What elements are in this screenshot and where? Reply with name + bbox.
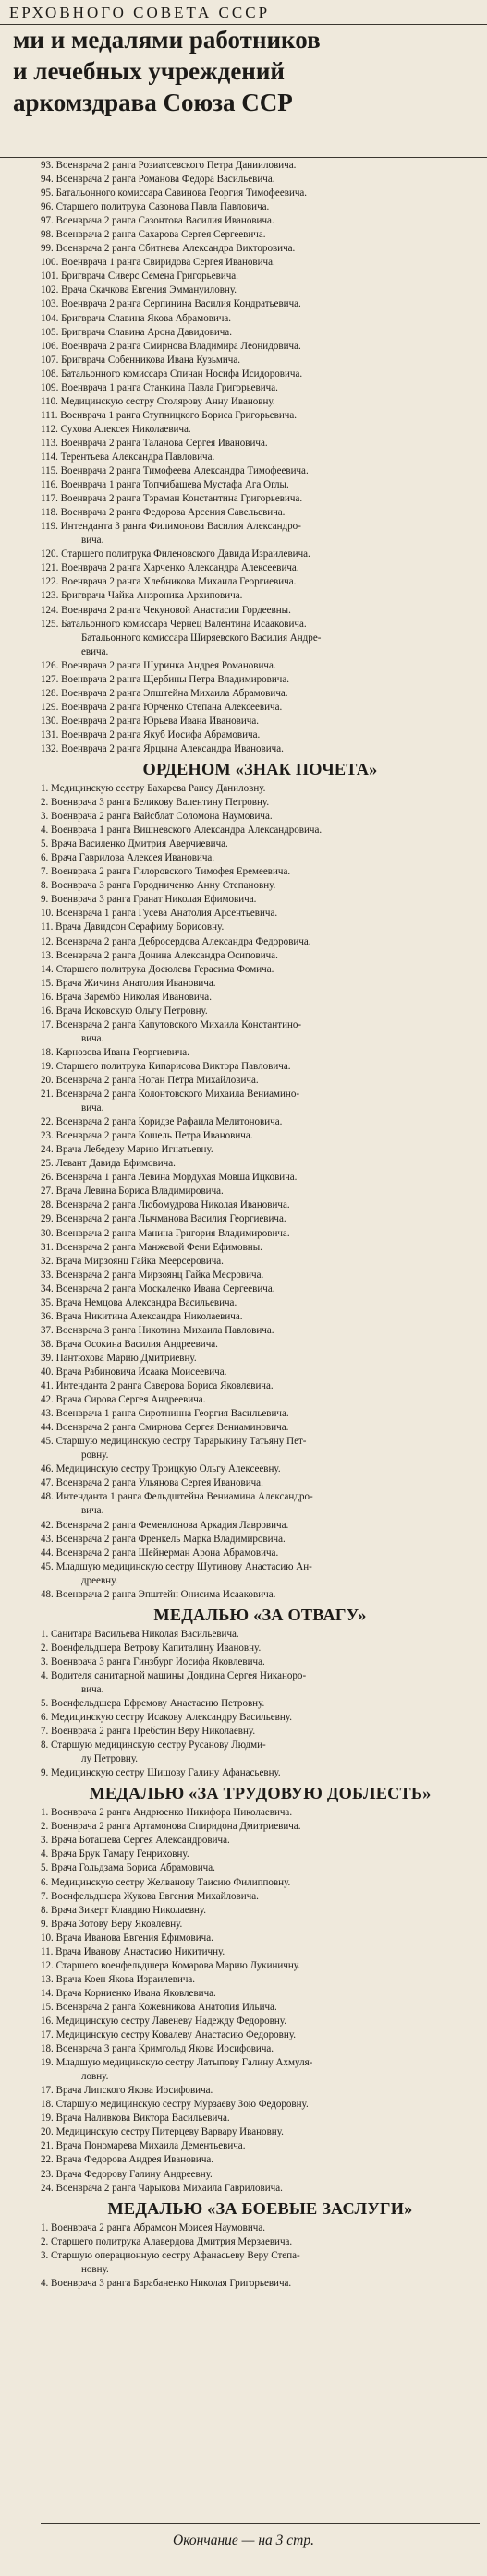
award-entry: 23. Военврача 2 ранга Кошель Петра Ивановича. <box>41 1130 253 1142</box>
award-entry: 118. Военврача 2 ранга Федорова Арсения Савельевича. <box>41 507 286 519</box>
award-entry-continuation: вича. <box>81 1032 104 1044</box>
award-section-heading: МЕДАЛЬЮ «ЗА БОЕВЫЕ ЗАСЛУГИ» <box>107 2198 413 2218</box>
award-entry: 111. Военврача 1 ранга Ступницкого Бориса Григорьевича. <box>41 409 298 421</box>
award-entry: 95. Батальонного комиссара Савинова Георгия Тимофеевича. <box>41 187 308 199</box>
award-entry: 43. Военврача 1 ранга Сиротнинна Георгия Васильевича. <box>41 1408 289 1420</box>
award-entry: 27. Врача Левина Бориса Владимировича. <box>41 1186 224 1198</box>
award-entry: 8. Военврача 3 ранга Городниченко Анну Степановну. <box>41 880 276 892</box>
award-entry: 19. Старшего политрука Кипарисова Виктора Павловича. <box>41 1060 291 1072</box>
award-entry: 9. Военврача 3 ранга Гранат Николая Ефимовича. <box>41 894 257 906</box>
award-entry: 4. Водителя санитарной машины Дондина Сергея Никанорo- <box>41 1669 307 1681</box>
award-entry: 3. Старшую операционную сестру Афанасьеву Веру Степа- <box>41 2249 300 2261</box>
award-entry: 24. Военврача 2 ранга Чарыкова Михаила Гавриловича. <box>41 2182 283 2194</box>
award-entry-continuation: дреевну. <box>81 1574 118 1586</box>
award-entry: 1. Военврача 2 ранга Абрамсон Моисея Наумовича. <box>41 2221 266 2233</box>
award-entry: 17. Медицинскую сестру Ковалеву Анастасию Федоровну. <box>41 2029 296 2041</box>
award-entry-continuation: лу Петровну. <box>81 1753 138 1765</box>
award-entry: 4. Врача Брук Тамару Генриховну. <box>41 1848 189 1860</box>
award-entry-continuation: вича. <box>81 1102 104 1114</box>
award-entry: 3. Врача Боташева Сергея Александровича. <box>41 1835 230 1847</box>
award-entry-continuation: новну. <box>81 2263 109 2275</box>
masthead-line-2: ми и медалями работников <box>13 26 321 54</box>
award-entry: 41. Интенданта 2 ранга Саверова Бориса Яковлевича. <box>41 1380 274 1392</box>
masthead-line-1: ЕРХОВНОГО СОВЕТА СССР <box>9 4 271 21</box>
award-entry: 113. Военврача 2 ранга Таланова Сергея Ивановича. <box>41 437 268 449</box>
award-entry: 94. Военврача 2 ранга Романова Федора Васильевича. <box>41 174 275 186</box>
award-entry-continuation: вича. <box>81 1505 104 1517</box>
award-entry: 15. Военврача 2 ранга Кожевникова Анатолия Ильича. <box>41 2001 277 2013</box>
masthead-line-4: аркомздрава Союза ССР <box>13 89 293 116</box>
award-entry: 1. Военврача 2 ранга Андрюенко Никифора Николаевича. <box>41 1807 293 1819</box>
footer-rule <box>41 2523 480 2524</box>
award-entry: 127. Военврача 2 ранга Щербины Петра Владимировича. <box>41 673 290 685</box>
award-entry: 4. Военврача 1 ранга Вишневского Александра Александровича. <box>41 825 323 837</box>
award-entry: 25. Левант Давида Ефимовича. <box>41 1158 176 1170</box>
award-entry: 21. Врача Пономарева Михаила Дементьевича. <box>41 2140 246 2152</box>
award-entry: 2. Старшего политрука Алавердова Дмитрия Мерзаевича. <box>41 2235 293 2247</box>
award-entry: 30. Военврача 2 ранга Манина Григория Владимировича. <box>41 1227 290 1239</box>
award-entry: 16. Медицинскую сестру Лавеневу Надежду Федоровну. <box>41 2016 286 2027</box>
award-entry: 126. Военврача 2 ранга Шуринка Андрея Романовича. <box>41 659 276 671</box>
award-entry: 108. Батальонного комиссара Спичан Носифа Исидоровича. <box>41 367 303 379</box>
award-entry: 11. Врача Иванову Анастасию Никитичну. <box>41 1945 225 1957</box>
award-entry: 34. Военврача 2 ранга Москаленко Ивана Сергеевича. <box>41 1282 275 1294</box>
award-entry: 9. Медицинскую сестру Шишову Галину Афанасьевну. <box>41 1767 281 1779</box>
award-entry: 1. Медицинскую сестру Бахарева Раису Даниловну. <box>41 783 266 795</box>
award-entry: 119. Интенданта 3 ранга Филимонова Василия Александро- <box>41 521 301 533</box>
award-entry: 38. Врача Осокина Василия Андреевича. <box>41 1338 218 1350</box>
award-entry: 132. Военврача 2 ранга Ярцына Александра Ивановича. <box>41 742 284 754</box>
award-entry: 4. Военврача 3 ранга Барабаненко Николая Григорьевича. <box>41 2277 292 2289</box>
award-section-heading: ОРДЕНОМ «ЗНАК ПОЧЕТА» <box>142 760 378 779</box>
award-entry: 7. Военфельдшера Жукова Евгения Михайловича. <box>41 1890 259 1902</box>
award-section-heading: МЕДАЛЬЮ «ЗА ТРУДОВУЮ ДОБЛЕСТЬ» <box>89 1784 432 1803</box>
award-entry: 17. Врача Липского Якова Иосифовича. <box>41 2085 213 2097</box>
award-entry: 6. Медицинскую сестру Исакову Александру Васильевну. <box>41 1712 292 1724</box>
award-entry: 105. Бригврача Славина Арона Давидовича. <box>41 326 232 338</box>
award-entry: 3. Военврача 3 ранга Гинзбург Иосифа Яковлевича. <box>41 1655 265 1667</box>
award-entry: 116. Военврача 1 ранга Топчибашева Мустафа Ага Оглы. <box>41 479 289 491</box>
award-entry: 44. Военврача 2 ранга Шейнерман Арона Абрамовича. <box>41 1547 279 1559</box>
award-entry: 130. Военврача 2 ранга Юрьева Ивана Ивановича. <box>41 715 259 727</box>
award-entry: 104. Бригврача Славина Якова Абрамовича. <box>41 312 232 324</box>
masthead <box>0 2 487 118</box>
award-entry: 36. Врача Никитина Александра Николаевича. <box>41 1310 243 1322</box>
award-entry: 20. Военврача 2 ранга Ноган Петра Михайловича. <box>41 1075 259 1086</box>
award-entry: 123. Бригврача Чайка Анзроника Архиповича. <box>41 590 243 602</box>
award-entry: 24. Врача Лебедеву Марию Игнатьевну. <box>41 1144 213 1156</box>
award-entry: 48. Интенданта 1 ранга Фельдштейна Вениамина Александро- <box>41 1491 313 1503</box>
award-entry: 20. Медицинскую сестру Питерцеву Варвару Ивановну. <box>41 2126 284 2138</box>
award-entry: 19. Врача Наливкова Виктора Васильевича. <box>41 2113 230 2125</box>
award-entry: 100. Военврача 1 ранга Свиридова Сергея Ивановича. <box>41 257 275 269</box>
award-entry: 37. Военврача 3 ранга Никотина Михаила Павловича. <box>41 1324 274 1336</box>
award-entry: 9. Врача Зотову Веру Яковлевну. <box>41 1918 183 1930</box>
award-entry: 39. Пантюхова Марию Дмитриевну. <box>41 1352 197 1364</box>
award-entry: 98. Военврача 2 ранга Сахарова Сергея Сергеевича. <box>41 229 266 241</box>
award-entry: 44. Военврача 2 ранга Смирнова Сергея Вениаминовича. <box>41 1422 289 1434</box>
award-section-heading: МЕДАЛЬЮ «ЗА ОТВАГУ» <box>153 1605 367 1624</box>
award-entry: 5. Врача Василенко Дмитрия Аверчиевича. <box>41 838 228 850</box>
award-entry: 93. Военврача 2 ранга Розиатсевского Петра Данииловича. <box>41 160 297 171</box>
award-entry: 14. Старшего политрука Досюлева Герасима Фомича. <box>41 963 274 975</box>
award-entry: 125. Батальонного комиссара Чернец Валентина Исааковича. <box>41 618 307 630</box>
award-entry: 13. Врача Коен Якова Израилевича. <box>41 1973 196 1985</box>
award-entry: 8. Старшую медицинскую сестру Русанову Людми- <box>41 1739 266 1751</box>
award-entry: 122. Военврача 2 ранга Хлебникова Михаила Георгиевича. <box>41 576 297 588</box>
award-entry-continuation: ровну. <box>81 1450 109 1462</box>
award-entry: 48. Военврача 2 ранга Эпштейн Онисима Исааковича. <box>41 1588 276 1600</box>
awardee-list <box>41 159 480 2291</box>
award-entry: 15. Врача Жичина Анатолия Ивановича. <box>41 977 216 989</box>
award-entry: 114. Терентьева Александра Павловича. <box>41 451 215 463</box>
award-entry: 22. Военврача 2 ранга Коридзе Рафаила Мелитоновича. <box>41 1116 283 1128</box>
award-entry: 18. Военврача 3 ранга Кримгольд Якова Иосифовича. <box>41 2043 274 2055</box>
award-entry: 3. Военврача 2 ранга Вайсблат Соломона Наумовича. <box>41 811 273 823</box>
award-entry: 14. Врача Корниенко Ивана Яковлевича. <box>41 1987 216 1999</box>
award-entry: 5. Врача Гольдзама Бориса Абрамовича. <box>41 1862 215 1874</box>
award-entry: 17. Военврача 2 ранга Капутовского Михаила Константино- <box>41 1018 302 1030</box>
award-entry: 2. Военврача 2 ранга Артамонова Спиридона Дмитриевича. <box>41 1821 301 1833</box>
award-entry: 107. Бригврача Собенникова Ивана Кузьмича. <box>41 354 241 366</box>
award-entry: 99. Военврача 2 ранга Сбитнева Александра Викторовича. <box>41 243 296 255</box>
award-entry: 46. Медицинскую сестру Троицкую Ольгу Алексеевну. <box>41 1463 281 1475</box>
award-entry: 103. Военврача 2 ранга Серпинина Василия Кондратьевича. <box>41 298 301 310</box>
award-entry: 47. Военврача 2 ранга Ульянова Сергея Ивановича. <box>41 1477 263 1489</box>
masthead-line-3: и лечебных учреждений <box>13 57 285 85</box>
award-entry: 18. Карнозова Ивана Георгиевича. <box>41 1046 189 1058</box>
award-entry: 128. Военврача 2 ранга Эпштейна Михаила Абрамовича. <box>41 687 288 699</box>
award-entry: 22. Врача Федорова Андрея Ивановича. <box>41 2154 214 2166</box>
award-entry: 29. Военврача 2 ранга Лычманова Василия Георгиевича. <box>41 1213 286 1225</box>
award-entry: 12. Старшего военфельдшера Комарова Марию Лукиничну. <box>41 1959 300 1971</box>
award-entry: 131. Военврача 2 ранга Якуб Иосифа Абрамовича. <box>41 728 261 740</box>
award-entry: 124. Военврача 2 ранга Чекуновой Анастасии Гордеевны. <box>41 604 291 616</box>
award-entry: 40. Врача Рабиновича Исаака Моисеевича. <box>41 1366 227 1378</box>
award-entry: 120. Старшего политрука Филеновского Давида Израилевича. <box>41 548 310 560</box>
award-entry-continuation: вича. <box>81 535 104 547</box>
award-entry: 45. Старшую медицинскую сестру Тарарыкину Татьяну Пет- <box>41 1436 307 1448</box>
continuation-note: Окончание — на 3 стр. <box>173 2533 314 2548</box>
award-entry-continuation: ловну. <box>81 2071 109 2083</box>
award-entry: 11. Врача Давидсон Серафиму Борисовну. <box>41 921 225 933</box>
award-entry: 16. Врача Зарембо Николая Ивановича. <box>41 991 212 1003</box>
award-entry-continuation: Батальонного комиссара Ширяевского Василия Андре- <box>81 632 322 644</box>
award-entry: 42. Военврача 2 ранга Феменлонова Аркадия Лавровича. <box>41 1519 289 1531</box>
award-entry: 2. Военфельдшера Ветрову Капиталину Ивановну. <box>41 1642 262 1654</box>
award-entry: 42. Врача Сирова Сергея Андреевича. <box>41 1394 206 1406</box>
award-entry: 6. Медицинскую сестру Желванову Таисию Филипповну. <box>41 1876 291 1888</box>
award-entry: 10. Врача Иванова Евгения Ефимовича. <box>41 1932 213 1944</box>
award-entry: 112. Сухова Алексея Николаевича. <box>41 423 191 435</box>
award-entry: 8. Врача Зикерт Клавдию Николаевну. <box>41 1904 206 1916</box>
award-entry: 115. Военврача 2 ранга Тимофеева Александра Тимофеевича. <box>41 465 309 477</box>
award-entry: 26. Военврача 1 ранга Левина Мордухая Мовша Ицковича. <box>41 1172 298 1184</box>
award-entry: 7. Военврача 2 ранга Гилоровского Тимофея Еремеевича. <box>41 866 291 878</box>
award-entry: 6. Врача Гаврилова Алексея Ивановича. <box>41 852 215 864</box>
award-entry: 5. Военфельдшера Ефремову Анастасию Петровну. <box>41 1698 265 1710</box>
award-entry: 45. Младшую медицинскую сестру Шутинову Анастасию Ан- <box>41 1560 312 1572</box>
masthead-rule-bottom <box>0 157 487 158</box>
award-entry: 97. Военврача 2 ранга Сазонтова Василия Ивановича. <box>41 215 274 227</box>
award-entry: 101. Бригврача Сиверс Семена Григорьевича. <box>41 271 238 283</box>
masthead-rule-top <box>0 24 487 25</box>
award-entry: 129. Военврача 2 ранга Юрченко Степана Алексеевича. <box>41 701 283 713</box>
award-entry-continuation: евича. <box>81 645 109 657</box>
award-entry: 18. Старшую медицинскую сестру Мурзаеву Зою Федоровну. <box>41 2099 309 2111</box>
award-entry: 2. Военврача 3 ранга Беликову Валентину Петровну. <box>41 797 270 809</box>
award-entry: 31. Военврача 2 ранга Манжевой Фени Ефимовны. <box>41 1241 262 1253</box>
award-entry: 43. Военврача 2 ранга Френкель Марка Владимировича. <box>41 1533 286 1545</box>
award-entry: 96. Старшего политрука Сазонова Павла Павловича. <box>41 201 270 213</box>
award-entry: 109. Военврача 1 ранга Станкина Павла Григорьевича. <box>41 381 278 393</box>
award-entry: 32. Врача Мирзоянц Гайка Меерсеровича. <box>41 1255 224 1267</box>
award-entry: 7. Военврача 2 ранга Пребстин Веру Николаевну. <box>41 1726 256 1738</box>
award-entry: 33. Военврача 2 ранга Мирзоянц Гайка Месровича. <box>41 1269 264 1281</box>
award-entry: 10. Военврача 1 ранга Гусева Анатолия Арсентьевича. <box>41 908 278 920</box>
award-entry: 1. Санитара Васильева Николая Васильевича. <box>41 1628 239 1640</box>
award-entry: 35. Врача Немцова Александра Васильевича. <box>41 1296 237 1308</box>
award-entry: 16. Врача Исковскую Ольгу Петровну. <box>41 1005 208 1017</box>
award-entry: 12. Военврача 2 ранга Дебросердова Александра Федоровича. <box>41 935 311 947</box>
award-entry: 106. Военврача 2 ранга Смирнова Владимира Леонидовича. <box>41 340 301 352</box>
award-entry: 110. Медицинскую сестру Столярову Анну Ивановну. <box>41 395 275 407</box>
award-entry: 23. Врача Федорову Галину Андреевну. <box>41 2168 213 2180</box>
award-entry: 102. Врача Скачкова Евгения Эммануиловну. <box>41 284 237 296</box>
award-entry: 28. Военврача 2 ранга Любомудрова Николая Ивановича. <box>41 1199 290 1211</box>
award-entry: 19. Младшую медицинскую сестру Латыпову Галину Ахмуля- <box>41 2057 313 2069</box>
award-entry: 13. Военврача 2 ранга Донина Александра Осиповича. <box>41 949 278 961</box>
award-entry: 121. Военврача 2 ранга Харченко Александра Алексеевича. <box>41 562 299 574</box>
award-entry: 21. Военврача 2 ранга Колонтовского Михаила Вениамино- <box>41 1089 300 1101</box>
award-entry: 117. Военврача 2 ранга Тэраман Константина Григорьевича. <box>41 493 303 505</box>
award-entry-continuation: вича. <box>81 1683 104 1695</box>
